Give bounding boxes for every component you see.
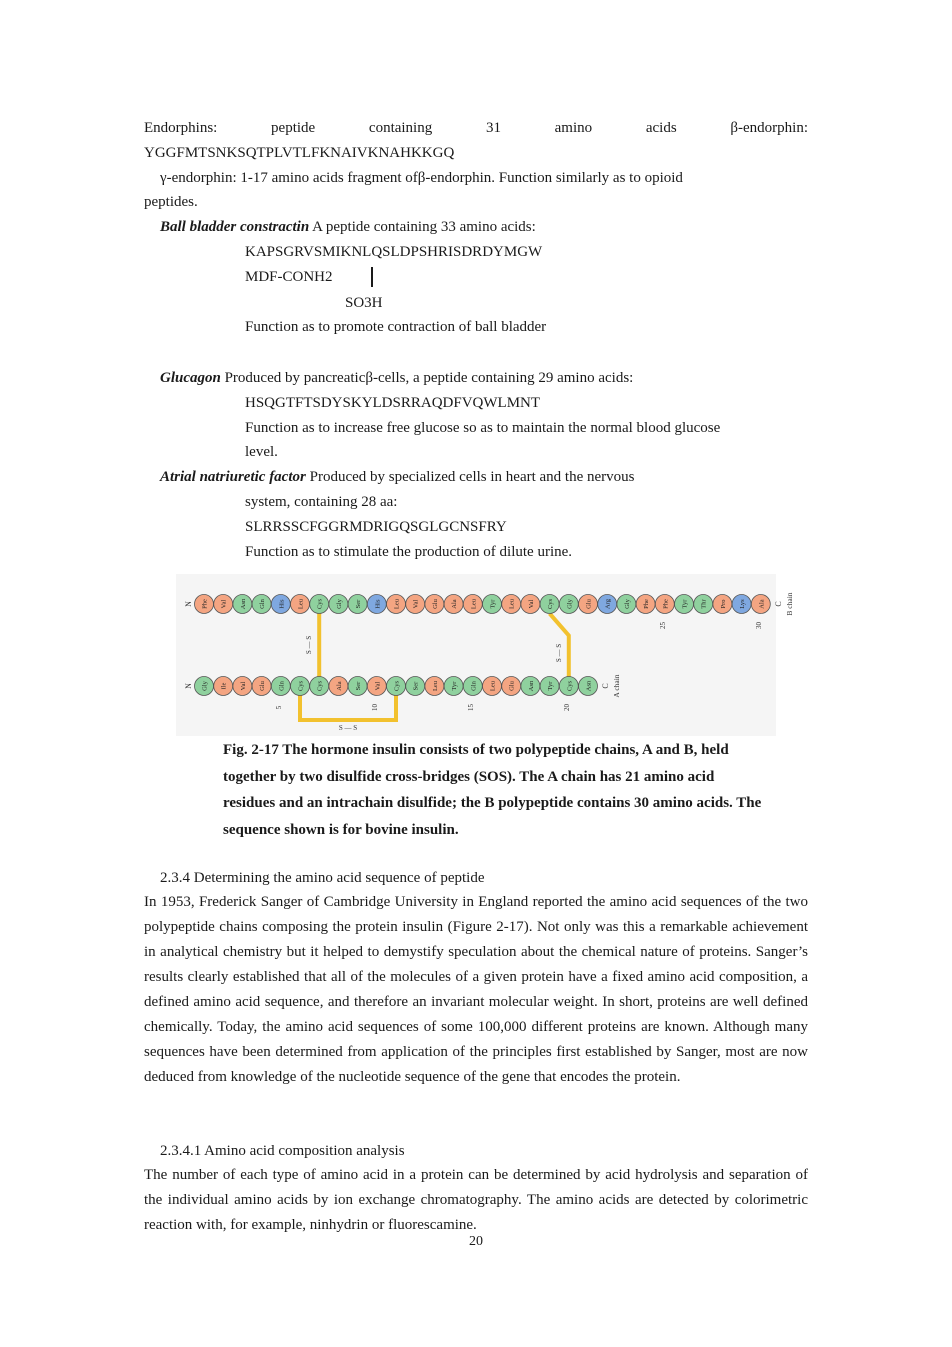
b_chain-residue-label: Thr xyxy=(700,599,708,609)
a_chain-position-mark: 5 xyxy=(274,705,283,710)
ball-bladder-line xyxy=(160,218,536,237)
sulfate-bond-line xyxy=(371,267,373,287)
b_chain-residue-label: Phe xyxy=(643,599,651,609)
b_chain-residue-label: Arg xyxy=(604,599,612,609)
glucagon-seq: HSQGTFTSDYSKYLDSRRAQDFVQWLMNT xyxy=(245,395,541,411)
endorphin-word: peptide xyxy=(271,120,316,136)
a_chain-residue-label: Leu xyxy=(489,680,497,692)
a_chain-residue-label: Asn xyxy=(527,680,535,692)
a_chain-residue-label: Cys xyxy=(297,680,305,692)
subsection-heading: 2.3.4.1 Amino acid composition analysis xyxy=(160,1143,405,1159)
b_chain-residue-label: Val xyxy=(220,599,228,609)
glucagon-line xyxy=(160,369,633,388)
a_chain-residue-label: Ala xyxy=(335,681,343,691)
b_chain-residue-label: Ser xyxy=(355,599,363,609)
a_chain-residue-label: Cys xyxy=(393,680,401,692)
section-heading: 2.3.4 Determining the amino acid sequence of peptide xyxy=(160,870,485,886)
b_chain-residue-label: Leu xyxy=(508,598,516,610)
section-paragraph-1: In 1953, Frederick Sanger of Cambridge University in England reported the amino acid sequences of the two polypeptide chains composing the protein insulin (Figure 2-17). Not only was this a remarkable achievement in analytical chemistry but it helped to demystify speculation about the chemical nature of proteins. Sanger’s results clearly established that all of the molecules of a given protein have a fixed amino acid composition, a defined amino acid sequence, and therefore an invariant molecular weight. In short, proteins are well defined chemically. Today, the amino acid sequences of some 100,000 different proteins are known. Although many sequences have been determined from application of the principles first established by Sanger, most are now deduced from knowledge of the nucleotide sequence of the gene that encodes the protein. xyxy=(144,894,808,1085)
b_chain-residue-label: Ala xyxy=(451,599,459,609)
a_chain-residue-label: Asn xyxy=(585,680,593,692)
a_chain-residue-label: Val xyxy=(239,681,247,691)
b_chain-residue-label: His xyxy=(278,599,286,609)
page-number: 20 xyxy=(469,1234,483,1249)
figure-caption: Fig. 2-17 The hormone insulin consists of two polypeptide chains, A and B, held together by two disulfide cross-bridges (SOS). The A chain has 21 amino acid residues and an intrachain disulfide; the B polypeptide contains 30 amino acids. The sequence shown is for bovine insulin. xyxy=(223,742,762,838)
b_chain-residue-label: Phe xyxy=(201,599,209,609)
b_chain-residue-label: Val xyxy=(412,599,420,609)
b_chain-residue-label: Leu xyxy=(297,598,305,610)
anf-seq: SLRRSSCFGGRMDRIGQSGLGCNSFRY xyxy=(245,519,507,535)
gamma-endorphin-line: γ-endorphin: 1-17 amino acids fragment ofβ-endorphin. Function similarly as to opioid xyxy=(160,170,683,186)
anf-line xyxy=(160,468,635,487)
b_chain-residue-label: Gly xyxy=(623,599,631,609)
endorphin-word: 31 xyxy=(485,120,501,136)
a_chain-residue-label: Glu xyxy=(259,681,267,691)
disulfide-label-1: S — S xyxy=(305,635,314,655)
b_chain-residue-label: Tyr xyxy=(681,599,689,609)
b_chain-residue-label: Val xyxy=(527,599,535,609)
a_chain-residue-label: Ser xyxy=(355,681,363,691)
b_chain-position-mark: 30 xyxy=(754,622,763,629)
b_chain-residue-label: Gln xyxy=(259,599,267,609)
ball-bladder-desc: A peptide containing 33 amino acids: xyxy=(309,219,536,235)
anf-function: Function as to stimulate the production of dilute urine. xyxy=(245,544,573,560)
b_chain-residue-label: Gly xyxy=(566,599,574,609)
a_chain-residue-label: Cys xyxy=(316,680,324,692)
a_chain-c-terminus: C xyxy=(601,683,610,689)
b_chain-residue-label: Phe xyxy=(662,599,670,609)
glucagon-function: Function as to increase free glucose so as to maintain the normal blood glucose xyxy=(245,420,721,436)
ball-bladder-title: Ball bladder constractin xyxy=(160,219,310,235)
b_chain-chain-label: B chain xyxy=(784,592,794,616)
b_chain-residue-label: Cys xyxy=(316,598,324,610)
a_chain-residue-label: Val xyxy=(374,681,382,691)
a_chain-residue-label: Gly xyxy=(201,681,209,691)
ball-bladder-function: Function as to promote contraction of ball bladder xyxy=(245,319,547,335)
a_chain-residue-label: Ser xyxy=(412,681,420,691)
a_chain-residue-label: Gln xyxy=(278,681,286,691)
a_chain-position-mark: 10 xyxy=(370,704,379,711)
a_chain-residue-label: Cys xyxy=(566,680,574,692)
b_chain-c-terminus: C xyxy=(773,601,783,607)
b_chain-residue-label: His xyxy=(374,599,382,609)
anf-desc: Produced by specialized cells in heart and the nervous xyxy=(305,469,635,485)
insulin-diagram xyxy=(176,574,794,736)
b_chain-n-terminus: N xyxy=(184,601,193,607)
endorphin-word: β-endorphin: xyxy=(730,120,808,136)
glucagon-title: Glucagon xyxy=(160,370,221,386)
endorphin-word: amino xyxy=(554,120,593,136)
a_chain-residue-label: Tyr xyxy=(451,681,459,691)
b_chain-position-mark: 25 xyxy=(658,622,667,629)
b_chain-residue-label: Gly xyxy=(335,599,343,609)
ball-bladder-seq2: MDF-CONH2 xyxy=(245,269,333,285)
a_chain-position-mark: 15 xyxy=(466,704,475,711)
a_chain-position-mark: 20 xyxy=(562,704,571,711)
b_chain-residue-label: Ala xyxy=(758,599,766,609)
endorphin-word: Endorphins: xyxy=(144,120,218,136)
b_chain-residue-label: Leu xyxy=(470,598,478,610)
b_chain-residue-label: Pro xyxy=(719,599,727,609)
b_chain-residue-label: Glu xyxy=(431,599,439,609)
endorphin-sequence: YGGFMTSNKSQTPLVTLFKNAIVKNAHKKGQ xyxy=(144,145,455,161)
b_chain-residue-label: Leu xyxy=(393,598,401,610)
a_chain-residue-label: Leu xyxy=(431,680,439,692)
a_chain-residue-label: Ile xyxy=(220,682,228,690)
endorphin-word: acids xyxy=(645,120,677,136)
a_chain-residue-label: Gln xyxy=(470,681,478,691)
a_chain-residue-label: Glu xyxy=(508,681,516,691)
a_chain-n-terminus: N xyxy=(184,683,193,689)
section-paragraph-2: The number of each type of amino acid in a protein can be determined by acid hydrolysis and separation of the individual amino acids by ion exchange chromatography. The amino acids are detected by colorimetric reaction with, for example, ninhydrin or fluorescamine. xyxy=(144,1167,808,1233)
insulin-figure xyxy=(176,574,794,736)
endorphins-line xyxy=(144,119,808,138)
gamma-endorphin-cont: peptides. xyxy=(144,194,198,210)
b_chain-residue-label: Tyr xyxy=(489,599,497,609)
anf-desc-cont: system, containing 28 aa: xyxy=(245,494,398,510)
glucagon-desc: Produced by pancreaticβ-cells, a peptide containing 29 amino acids: xyxy=(220,370,634,386)
b_chain-residue-label: Glu xyxy=(585,599,593,609)
ball-bladder-seq1: KAPSGRVSMIKNLQSLDPSHRISDRDYMGW xyxy=(245,244,543,260)
a_chain-chain-label: A chain xyxy=(612,674,621,698)
disulfide-label-2: S — S xyxy=(554,643,563,663)
anf-title: Atrial natriuretic factor xyxy=(160,469,306,485)
b_chain-residue-label: Cys xyxy=(547,598,555,610)
b_chain-residue-label: Asn xyxy=(239,598,247,610)
glucagon-function-cont: level. xyxy=(245,444,278,460)
disulfide-label-3: S — S xyxy=(338,724,358,732)
disulfide-bond-intrachain xyxy=(300,696,396,721)
endorphin-word: containing xyxy=(368,120,433,136)
b_chain-residue-label: Lys xyxy=(739,599,747,609)
so3h-label: SO3H xyxy=(345,295,383,311)
a_chain-residue-label: Tyr xyxy=(547,681,555,691)
